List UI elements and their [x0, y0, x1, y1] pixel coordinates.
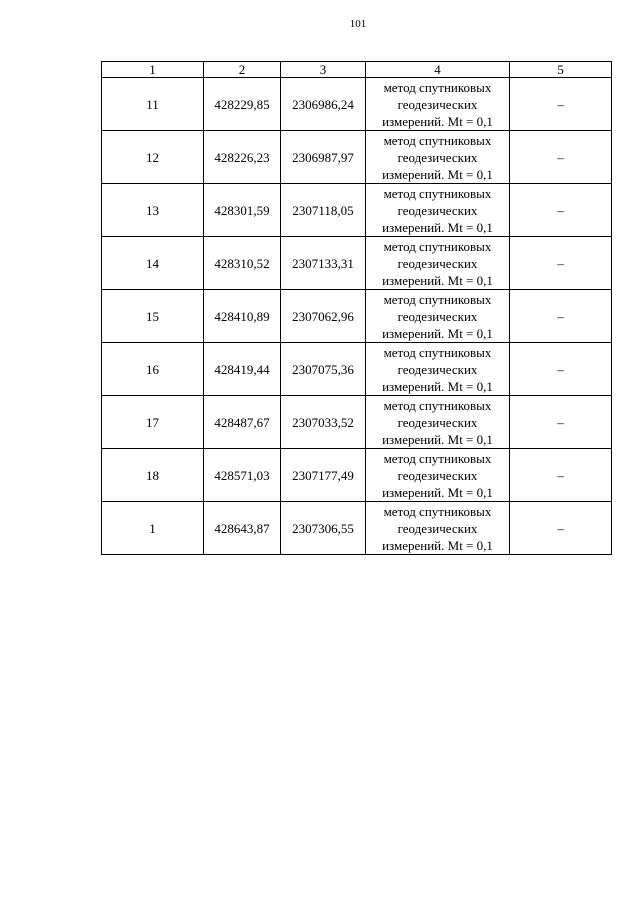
header-cell-4: 4: [366, 62, 510, 78]
method-line: метод спутниковых: [383, 132, 492, 148]
method-line: измерений. Mt = 0,1: [382, 431, 493, 447]
method-line: измерений. Mt = 0,1: [382, 484, 493, 500]
method-line: геодезических: [397, 255, 478, 271]
point-number-cell: 16: [102, 343, 204, 396]
method-line: измерений. Mt = 0,1: [382, 378, 493, 394]
x-coordinate-cell: 428643,87: [204, 502, 281, 555]
method-line: геодезических: [397, 414, 478, 430]
table-row: [102, 184, 612, 237]
y-coordinate-cell: 2307033,52: [281, 396, 366, 449]
table-row: [102, 290, 612, 343]
point-number-cell: 14: [102, 237, 204, 290]
dash-mark: –: [557, 255, 564, 271]
dash-mark: –: [557, 202, 564, 218]
page-number: 101: [349, 18, 367, 30]
point-number-cell: 11: [102, 78, 204, 131]
method-line: измерений. Mt = 0,1: [382, 537, 493, 553]
method-line: измерений. Mt = 0,1: [382, 166, 493, 182]
method-line: метод спутниковых: [383, 344, 492, 360]
dash-mark: –: [557, 520, 564, 536]
method-cell: [366, 502, 510, 555]
x-coordinate-cell: 428571,03: [204, 449, 281, 502]
method-cell: [366, 449, 510, 502]
method-line: метод спутниковых: [383, 450, 492, 466]
dash-mark: –: [557, 361, 564, 377]
dash-mark: –: [557, 414, 564, 430]
y-coordinate-cell: 2307075,36: [281, 343, 366, 396]
y-coordinate-cell: 2306986,24: [281, 78, 366, 131]
table-row: [102, 343, 612, 396]
method-cell: [366, 131, 510, 184]
method-line: геодезических: [397, 202, 478, 218]
y-coordinate-cell: 2307133,31: [281, 237, 366, 290]
column-5-cell: [510, 131, 612, 184]
method-cell: [366, 184, 510, 237]
column-5-cell: [510, 237, 612, 290]
x-coordinate-cell: 428310,52: [204, 237, 281, 290]
coordinates-table: [101, 61, 612, 555]
column-5-cell: [510, 449, 612, 502]
y-coordinate-cell: 2306987,97: [281, 131, 366, 184]
column-5-cell: [510, 290, 612, 343]
x-coordinate-cell: 428229,85: [204, 78, 281, 131]
point-number-cell: 15: [102, 290, 204, 343]
x-coordinate-cell: 428419,44: [204, 343, 281, 396]
method-line: метод спутниковых: [383, 79, 492, 95]
x-coordinate-cell: 428301,59: [204, 184, 281, 237]
point-number-cell: 12: [102, 131, 204, 184]
point-number-cell: 13: [102, 184, 204, 237]
point-number-cell: 1: [102, 502, 204, 555]
method-cell: [366, 343, 510, 396]
table-row: [102, 396, 612, 449]
column-5-cell: [510, 78, 612, 131]
table-header-row: [102, 62, 612, 78]
table-row: [102, 502, 612, 555]
method-line: геодезических: [397, 149, 478, 165]
dash-mark: –: [557, 149, 564, 165]
column-5-cell: [510, 502, 612, 555]
header-cell-2: 2: [204, 62, 281, 78]
table-row: [102, 237, 612, 290]
method-line: измерений. Mt = 0,1: [382, 219, 493, 235]
method-cell: [366, 396, 510, 449]
x-coordinate-cell: 428410,89: [204, 290, 281, 343]
y-coordinate-cell: 2307062,96: [281, 290, 366, 343]
header-cell-5: 5: [510, 62, 612, 78]
method-line: геодезических: [397, 96, 478, 112]
dash-mark: –: [557, 467, 564, 483]
header-cell-1: 1: [102, 62, 204, 78]
method-line: измерений. Mt = 0,1: [382, 325, 493, 341]
column-5-cell: [510, 184, 612, 237]
method-line: метод спутниковых: [383, 238, 492, 254]
method-line: геодезических: [397, 467, 478, 483]
method-line: метод спутниковых: [383, 397, 492, 413]
dash-mark: –: [557, 96, 564, 112]
method-line: метод спутниковых: [383, 291, 492, 307]
point-number-cell: 18: [102, 449, 204, 502]
y-coordinate-cell: 2307118,05: [281, 184, 366, 237]
method-line: измерений. Mt = 0,1: [382, 113, 493, 129]
header-cell-3: 3: [281, 62, 366, 78]
table-row: [102, 131, 612, 184]
table-row: [102, 78, 612, 131]
method-line: геодезических: [397, 308, 478, 324]
method-line: геодезических: [397, 520, 478, 536]
method-line: геодезических: [397, 361, 478, 377]
y-coordinate-cell: 2307306,55: [281, 502, 366, 555]
table-row: [102, 449, 612, 502]
method-line: метод спутниковых: [383, 503, 492, 519]
x-coordinate-cell: 428226,23: [204, 131, 281, 184]
dash-mark: –: [557, 308, 564, 324]
point-number-cell: 17: [102, 396, 204, 449]
x-coordinate-cell: 428487,67: [204, 396, 281, 449]
method-line: измерений. Mt = 0,1: [382, 272, 493, 288]
method-cell: [366, 290, 510, 343]
method-cell: [366, 237, 510, 290]
y-coordinate-cell: 2307177,49: [281, 449, 366, 502]
method-cell: [366, 78, 510, 131]
method-line: метод спутниковых: [383, 185, 492, 201]
column-5-cell: [510, 396, 612, 449]
column-5-cell: [510, 343, 612, 396]
